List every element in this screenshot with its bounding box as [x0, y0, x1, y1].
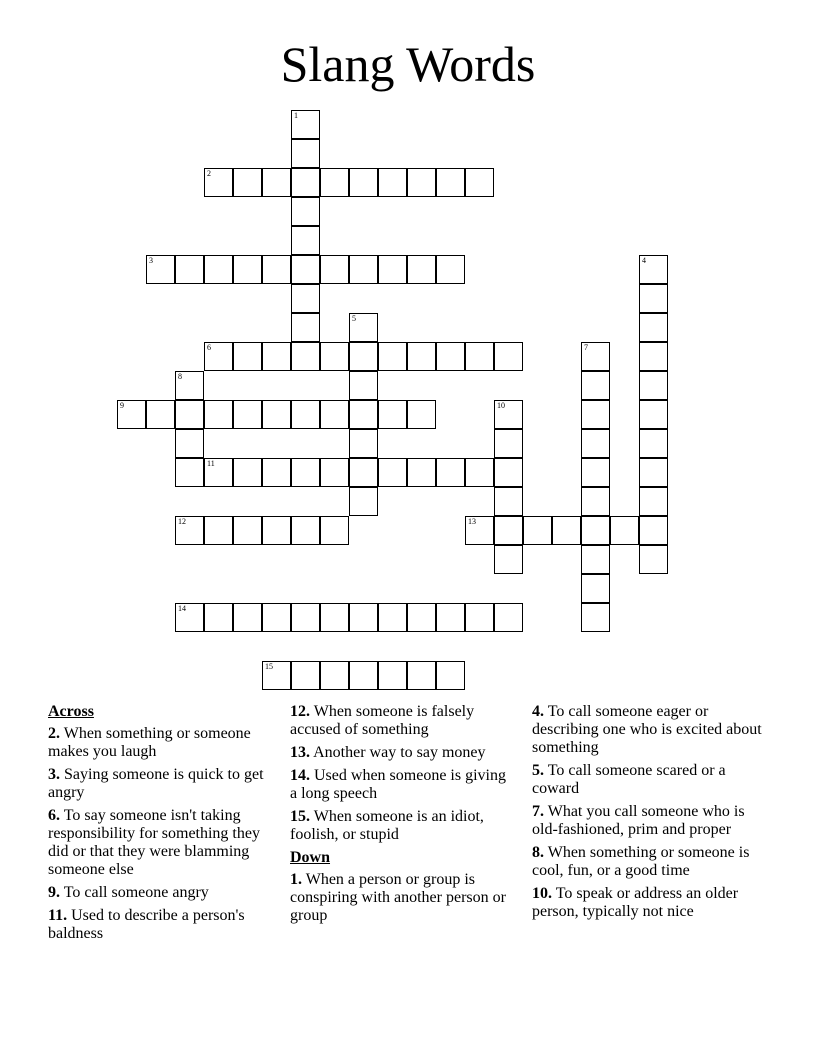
- clue-item-number: 2.: [48, 725, 60, 742]
- crossword-cell[interactable]: [581, 342, 610, 371]
- crossword-cell[interactable]: [320, 400, 349, 429]
- crossword-cell[interactable]: [436, 603, 465, 632]
- clue-item-text: To say someone isn't taking responsibility for something they did or that they were blamming someone else: [48, 807, 260, 878]
- clue-number: 8: [178, 372, 182, 381]
- clue-item-text: Used when someone is giving a long speech: [290, 767, 506, 802]
- crossword-cell[interactable]: [349, 429, 378, 458]
- crossword-cell[interactable]: [494, 342, 523, 371]
- crossword-cell[interactable]: [349, 458, 378, 487]
- clue-item-text: When someone is an idiot, foolish, or stupid: [290, 808, 484, 843]
- crossword-cell[interactable]: [320, 255, 349, 284]
- crossword-cell[interactable]: [291, 226, 320, 255]
- crossword-cell[interactable]: [436, 255, 465, 284]
- crossword-cell[interactable]: [436, 458, 465, 487]
- crossword-cell[interactable]: [465, 603, 494, 632]
- crossword-cell[interactable]: [146, 400, 175, 429]
- clue-item: [532, 844, 772, 880]
- clue-item-number: 8.: [532, 844, 544, 861]
- crossword-cell[interactable]: [407, 661, 436, 690]
- clue-item: [48, 907, 280, 943]
- crossword-cell[interactable]: [349, 168, 378, 197]
- clue-number: 12: [178, 517, 186, 526]
- clue-item-text: Used to describe a person's baldness: [48, 907, 245, 942]
- crossword-cell[interactable]: [581, 574, 610, 603]
- crossword-cell[interactable]: [204, 400, 233, 429]
- clue-item-number: 4.: [532, 703, 544, 720]
- crossword-cell[interactable]: [175, 516, 204, 545]
- crossword-cell[interactable]: [320, 516, 349, 545]
- clue-item-number: 12.: [290, 703, 310, 720]
- crossword-cell[interactable]: [262, 661, 291, 690]
- clue-number: 15: [265, 662, 273, 671]
- crossword-cell[interactable]: [465, 342, 494, 371]
- clue-item: [48, 725, 280, 761]
- crossword-cell[interactable]: [378, 458, 407, 487]
- clue-number: 9: [120, 401, 124, 410]
- crossword-cell[interactable]: [436, 342, 465, 371]
- crossword-cell[interactable]: [581, 429, 610, 458]
- crossword-cell[interactable]: [291, 139, 320, 168]
- crossword-cell[interactable]: [262, 342, 291, 371]
- clue-item: [290, 871, 512, 925]
- crossword-cell[interactable]: [639, 371, 668, 400]
- crossword-cell[interactable]: [175, 458, 204, 487]
- clue-item-number: 5.: [532, 762, 544, 779]
- crossword-cell[interactable]: [349, 400, 378, 429]
- crossword-cell[interactable]: [523, 516, 552, 545]
- crossword-cell[interactable]: [291, 110, 320, 139]
- crossword-cell[interactable]: [291, 400, 320, 429]
- crossword-cell[interactable]: [233, 516, 262, 545]
- crossword-cell[interactable]: [407, 603, 436, 632]
- crossword-cell[interactable]: [291, 168, 320, 197]
- crossword-cell[interactable]: [436, 168, 465, 197]
- clue-item: [48, 807, 280, 879]
- crossword-cell[interactable]: [407, 400, 436, 429]
- crossword-cell[interactable]: [262, 168, 291, 197]
- crossword-cell[interactable]: [204, 603, 233, 632]
- clue-item: [532, 762, 772, 798]
- clue-item: [48, 884, 280, 902]
- crossword-cell[interactable]: [204, 255, 233, 284]
- crossword-cell[interactable]: [320, 603, 349, 632]
- crossword-cell[interactable]: [291, 342, 320, 371]
- crossword-cell[interactable]: [175, 400, 204, 429]
- crossword-cell[interactable]: [291, 313, 320, 342]
- crossword-cell[interactable]: [610, 516, 639, 545]
- crossword-cell[interactable]: [639, 429, 668, 458]
- crossword-cell[interactable]: [117, 400, 146, 429]
- crossword-cell[interactable]: [204, 458, 233, 487]
- crossword-cell[interactable]: [552, 516, 581, 545]
- crossword-cell[interactable]: [378, 342, 407, 371]
- crossword-cell[interactable]: [204, 516, 233, 545]
- crossword-cell[interactable]: [465, 458, 494, 487]
- crossword-cell[interactable]: [233, 342, 262, 371]
- crossword-cell[interactable]: [378, 603, 407, 632]
- crossword-cell[interactable]: [320, 168, 349, 197]
- crossword-cell[interactable]: [349, 603, 378, 632]
- clue-item: [290, 808, 512, 844]
- clue-number: 2: [207, 169, 211, 178]
- crossword-cell[interactable]: [204, 342, 233, 371]
- clues-column-1: [48, 703, 280, 948]
- crossword-cell[interactable]: [262, 603, 291, 632]
- crossword-cell[interactable]: [407, 342, 436, 371]
- clue-item-number: 9.: [48, 884, 60, 901]
- crossword-cell[interactable]: [262, 458, 291, 487]
- clue-item-text: Another way to say money: [310, 744, 486, 761]
- crossword-cell[interactable]: [320, 661, 349, 690]
- clue-number: 4: [642, 256, 646, 265]
- clue-number: 5: [352, 314, 356, 323]
- clue-number: 11: [207, 459, 215, 468]
- clue-section-heading: Across: [48, 703, 94, 720]
- crossword-cell[interactable]: [233, 400, 262, 429]
- crossword-cell[interactable]: [407, 255, 436, 284]
- clue-item-text: To call someone eager or describing one who is excited about something: [532, 703, 762, 756]
- clue-item: [532, 703, 772, 757]
- crossword-cell[interactable]: [233, 255, 262, 284]
- clue-item-text: To call someone angry: [60, 884, 209, 901]
- clue-item: [532, 803, 772, 839]
- crossword-cell[interactable]: [639, 255, 668, 284]
- clue-section-heading: Down: [290, 849, 331, 866]
- crossword-cell[interactable]: [465, 516, 494, 545]
- clue-item-number: 11.: [48, 907, 68, 924]
- crossword-cell[interactable]: [378, 661, 407, 690]
- crossword-cell[interactable]: [581, 516, 610, 545]
- crossword-cell[interactable]: [494, 516, 523, 545]
- clues-column-3: [532, 703, 772, 926]
- crossword-cell[interactable]: [407, 168, 436, 197]
- clue-item-text: To call someone scared or a coward: [532, 762, 726, 797]
- clue-item-text: When something or someone makes you laugh: [48, 725, 251, 760]
- crossword-cell[interactable]: [494, 400, 523, 429]
- crossword-cell[interactable]: [291, 661, 320, 690]
- crossword-cell[interactable]: [204, 168, 233, 197]
- clue-item-number: 14.: [290, 767, 310, 784]
- crossword-cell[interactable]: [581, 400, 610, 429]
- crossword-cell[interactable]: [291, 603, 320, 632]
- clue-number: 6: [207, 343, 211, 352]
- crossword-cell[interactable]: [639, 342, 668, 371]
- clue-number: 13: [468, 517, 476, 526]
- page-title: Slang Words: [280, 36, 536, 92]
- crossword-cell[interactable]: [320, 458, 349, 487]
- clue-item-text: What you call someone who is old-fashioned, prim and proper: [532, 803, 745, 838]
- clue-number: 10: [497, 401, 505, 410]
- crossword-cell[interactable]: [378, 400, 407, 429]
- crossword-cell[interactable]: [320, 342, 349, 371]
- crossword-cell[interactable]: [291, 255, 320, 284]
- crossword-cell[interactable]: [378, 168, 407, 197]
- clue-number: 14: [178, 604, 186, 613]
- crossword-cell[interactable]: [175, 429, 204, 458]
- crossword-cell[interactable]: [465, 168, 494, 197]
- clue-item-text: When something or someone is cool, fun, or a good time: [532, 844, 750, 879]
- crossword-cell[interactable]: [233, 168, 262, 197]
- crossword-cell[interactable]: [581, 545, 610, 574]
- crossword-cell[interactable]: [407, 458, 436, 487]
- crossword-cell[interactable]: [262, 255, 291, 284]
- crossword-cell[interactable]: [291, 516, 320, 545]
- crossword-cell[interactable]: [581, 371, 610, 400]
- crossword-cell[interactable]: [639, 487, 668, 516]
- crossword-cell[interactable]: [349, 661, 378, 690]
- crossword-cell[interactable]: [233, 603, 262, 632]
- clue-item-text: To speak or address an older person, typically not nice: [532, 885, 739, 920]
- crossword-cell[interactable]: [494, 603, 523, 632]
- crossword-cell[interactable]: [262, 400, 291, 429]
- crossword-cell[interactable]: [639, 458, 668, 487]
- crossword-cell[interactable]: [494, 545, 523, 574]
- crossword-cell[interactable]: [581, 458, 610, 487]
- clue-item-number: 13.: [290, 744, 310, 761]
- crossword-cell[interactable]: [436, 661, 465, 690]
- crossword-cell[interactable]: [639, 516, 668, 545]
- crossword-cell[interactable]: [494, 487, 523, 516]
- clue-item-number: 6.: [48, 807, 60, 824]
- clue-item-number: 7.: [532, 803, 544, 820]
- crossword-cell[interactable]: [262, 516, 291, 545]
- crossword-cell[interactable]: [291, 458, 320, 487]
- clue-item-text: When someone is falsely accused of something: [290, 703, 475, 738]
- crossword-cell[interactable]: [175, 603, 204, 632]
- clue-item: [290, 703, 512, 739]
- crossword-cell[interactable]: [175, 255, 204, 284]
- crossword-cell[interactable]: [581, 603, 610, 632]
- crossword-cell[interactable]: [639, 313, 668, 342]
- crossword-cell[interactable]: [378, 255, 407, 284]
- clue-item: [290, 744, 512, 762]
- crossword-cell[interactable]: [349, 255, 378, 284]
- crossword-cell[interactable]: [291, 197, 320, 226]
- crossword-cell[interactable]: [349, 371, 378, 400]
- crossword-cell[interactable]: [146, 255, 175, 284]
- clues-column-2: [290, 703, 512, 930]
- clue-item-number: 15.: [290, 808, 310, 825]
- crossword-cell[interactable]: [639, 284, 668, 313]
- crossword-cell[interactable]: [639, 400, 668, 429]
- crossword-cell[interactable]: [175, 371, 204, 400]
- crossword-cell[interactable]: [349, 313, 378, 342]
- crossword-cell[interactable]: [581, 487, 610, 516]
- crossword-cell[interactable]: [233, 458, 262, 487]
- clue-item: [48, 766, 280, 802]
- crossword-cell[interactable]: [494, 429, 523, 458]
- clue-item-text: Saying someone is quick to get angry: [48, 766, 264, 801]
- crossword-cell[interactable]: [349, 487, 378, 516]
- clue-item-number: 3.: [48, 766, 60, 783]
- crossword-cell[interactable]: [291, 284, 320, 313]
- clue-item-text: When a person or group is conspiring with another person or group: [290, 871, 506, 924]
- crossword-cell[interactable]: [639, 545, 668, 574]
- clue-number: 3: [149, 256, 153, 265]
- clue-item-number: 10.: [532, 885, 552, 902]
- crossword-cell[interactable]: [349, 342, 378, 371]
- clue-item: [290, 767, 512, 803]
- clue-number: 7: [584, 343, 588, 352]
- clue-number: 1: [294, 111, 298, 120]
- crossword-cell[interactable]: [494, 458, 523, 487]
- clue-item-number: 1.: [290, 871, 302, 888]
- clue-item: [532, 885, 772, 921]
